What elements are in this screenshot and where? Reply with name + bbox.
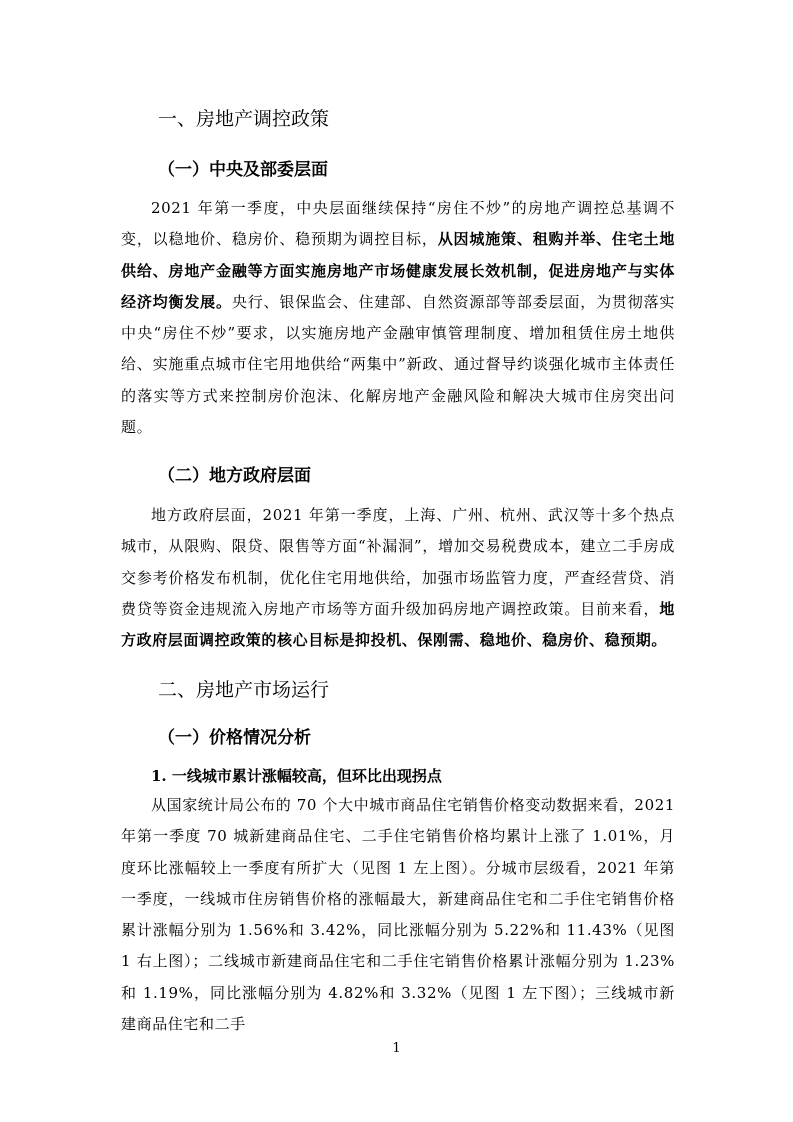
paragraph-central-policy [121,193,675,443]
paragraph-text: 地方政府层面，2021 年第一季度，上海、广州、杭州、武汉等十多个热点城市，从限购、限贷、限售等方面“补漏洞”，增加交易税费成本，建立二手房成交参考价格发布机制，优化住宅用地供给，加强市场监管力度，严查经营贷、消费贷等资金违规流入房地产市场等方面升级加码房地产调控政策。目前来看， [121,506,675,618]
page-number: 1 [392,1041,401,1056]
emphasis-text: 从因城施策、租购并举、住宅土地供给、房地产金融等方面实施房地产市场健康发展长效机制，促进房地产与实体经济均衡发展。 [121,230,675,311]
paragraph-text: 央行、银保监会、住建部、自然资源部等部委层面，为贯彻落实中央“房住不炒”要求，以实施房地产金融审慎管理制度、增加租赁住房土地供给、实施重点城市住宅用地供给“两集中”新政、通过督导约谈强化城市主体责任的落实等方式来控制房价泡沫、化解房地产金融风险和解决大城市住房突出问题。 [121,292,676,437]
emphasis-text: 地方政府层面调控政策的核心目标是抑投机、保刚需、稳地价、稳房价、稳预期。 [121,599,675,650]
paragraph-price-analysis: 从国家统计局公布的 70 个大中城市商品住宅销售价格变动数据来看，2021 年第一季度 70 城新建商品住宅、二手住宅销售价格均累计上涨了 1.01%，月度环比涨幅较上一季度有所扩大（见图 1 左上图）。分城市层级看，2021 年第一季度，一线城市住房销售价格的涨幅最大，新建商品住宅和二手住宅销售价格累计涨幅分别为 1.56%和 3.42%，同比涨幅分别为 5.22%和 11.43%（见图 1 右上图）；二线城市新建商品住宅和二手住宅销售价格累计涨幅分别为 1.23%和 1.19%，同比涨幅分别为 4.82%和 3.32%（见图 1 左下图）；三线城市新建商品住宅和二手 [121,796,675,1034]
subsection-heading-local: （二）地方政府层面 [158,466,311,486]
section-heading-policy: 一、房地产调控政策 [158,108,330,130]
paragraph-text: 2021 年第一季度，中央层面继续保持“房住不炒”的房地产调控总基调不变，以稳地价、稳房价、稳预期为调控目标， [121,199,675,249]
item-heading-tier1: 1. 一线城市累计涨幅较高，但环比出现拐点 [151,767,442,785]
section-heading-market: 二、房地产市场运行 [158,679,330,701]
subsection-heading-price: （一）价格情况分析 [158,728,311,748]
paragraph-local-policy [121,500,675,656]
subsection-heading-central: （一）中央及部委层面 [158,160,328,180]
